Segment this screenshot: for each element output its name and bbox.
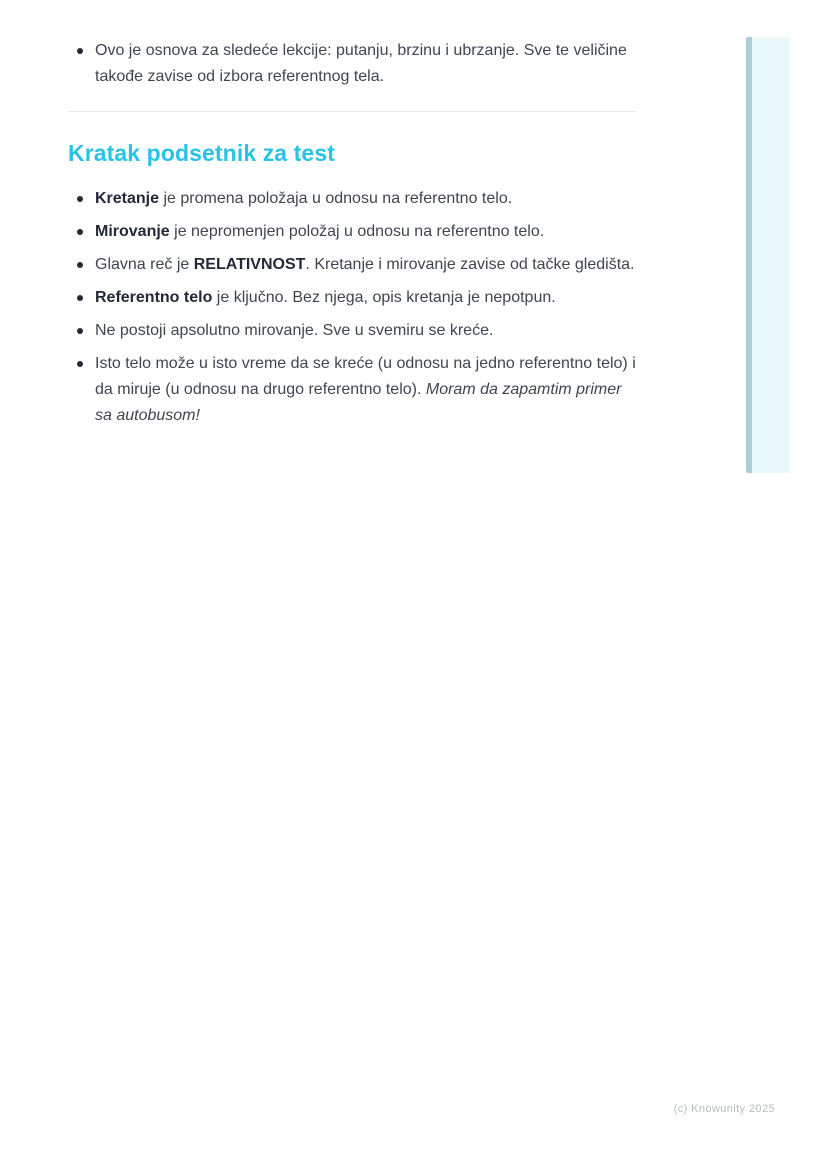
text-segment: je nepromenjen položaj u odnosu na referentno telo.: [169, 223, 545, 240]
note-content: [68, 0, 636, 436]
list-item: [68, 219, 636, 245]
bullet-marker: [77, 196, 83, 202]
section-heading: Kratak podsetnik za test: [68, 140, 335, 166]
list-item: [68, 38, 636, 90]
text-segment: Isto telo može u isto vreme da se kreće (u odnosu na jedno referentno telo) i da miruje (u odnosu na drugo referentno telo).: [95, 355, 636, 398]
accent-highlight-strip: [752, 37, 790, 473]
section-divider: [68, 111, 636, 112]
bullet-marker: [77, 295, 83, 301]
text-segment-bold: Referentno telo: [95, 289, 213, 306]
text-segment: Glavna reč je: [95, 256, 194, 273]
list-item: [68, 252, 636, 278]
bullet-marker: [77, 262, 83, 268]
text-segment-bold: RELATIVNOST: [193, 256, 306, 273]
text-segment: Ne postoji apsolutno mirovanje. Sve u svemiru se kreće.: [95, 322, 494, 339]
text-segment-bold: Kretanje: [95, 190, 160, 207]
text-segment: je promena položaja u odnosu na referentno telo.: [159, 190, 513, 207]
text-segment: Ovo je osnova za sledeće lekcije: putanju, brzinu i ubrzanje. Sve te veličine takođe zavise od izbora referentnog tela.: [95, 42, 627, 85]
intro-list: [68, 38, 636, 90]
bullet-marker: [77, 328, 83, 334]
text-segment: . Kretanje i mirovanje zavise od tačke gledišta.: [305, 256, 635, 273]
list-item: [68, 351, 636, 429]
list-item: [68, 186, 636, 212]
text-segment: je ključno. Bez njega, opis kretanja je nepotpun.: [212, 289, 556, 306]
copyright-footer: (c) Knowunity 2025: [673, 1103, 775, 1115]
list-item: [68, 285, 636, 311]
text-segment-italic: Moram da zapamtim primer sa autobusom!: [95, 381, 622, 424]
right-accent-bar: [746, 37, 790, 473]
summary-list: [68, 186, 636, 429]
bullet-marker: [77, 48, 83, 54]
list-item: [68, 318, 636, 344]
bullet-marker: [77, 361, 83, 367]
bullet-marker: [77, 229, 83, 235]
text-segment-bold: Mirovanje: [95, 223, 170, 240]
